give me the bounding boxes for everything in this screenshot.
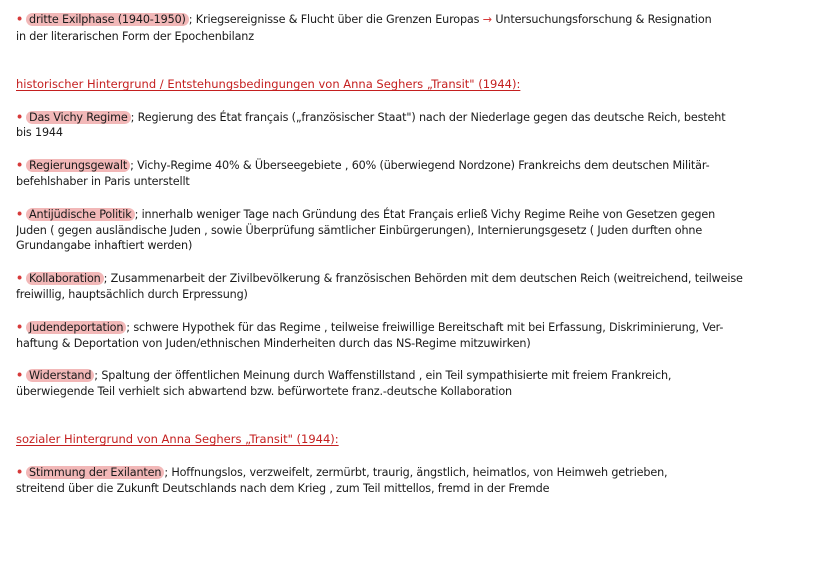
arrow-right-icon: → <box>482 13 492 26</box>
anti-line-2: Juden ( gegen ausländische Juden , sowie Überprüfung sämtlicher Einbürgerungen), Internierungsgesetz ( Juden durften ohne <box>16 224 703 237</box>
term-stimmung: Stimmung der Exilanten <box>26 466 164 479</box>
bullet-icon: • <box>16 466 24 479</box>
bullet-icon: • <box>16 159 24 172</box>
wider-line-2: überwiegende Teil verhielt sich abwartend bzw. befürwortete franz.-deutsche Kollaboration <box>16 385 512 398</box>
bullet-icon: • <box>16 208 24 221</box>
anti-text: ; innerhalb weniger Tage nach Gründung des État Français erließ Vichy Regime Reihe von Gesetzen gegen <box>134 208 716 221</box>
exilphase-line-1 <box>16 12 816 27</box>
heading-historisch: historischer Hintergrund / Entstehungsbedingungen von Anna Seghers „Transit" (1944): <box>16 77 521 91</box>
anti-line-1 <box>16 207 816 222</box>
term-exilphase: dritte Exilphase (1940-1950) <box>26 13 189 26</box>
kollab-line-2: freiwillig, hauptsächlich durch Erpressung) <box>16 288 248 301</box>
exilphase-line-2: in der literarischen Form der Epochenbilanz <box>16 30 254 43</box>
exilphase-text: ; Kriegsereignisse & Flucht über die Grenzen Europas <box>188 13 480 26</box>
vichy-line-2: bis 1944 <box>16 126 63 139</box>
stimmung-line-2: streitend über die Zukunft Deutschlands nach dem Krieg , zum Teil mittellos, fremd in der Fremde <box>16 482 550 495</box>
anti-line-3: Grundangabe inhaftiert werden) <box>16 239 193 252</box>
heading-sozial: sozialer Hintergrund von Anna Seghers „Transit" (1944): <box>16 432 339 446</box>
term-vichy: Das Vichy Regime <box>26 111 131 124</box>
bullet-icon: • <box>16 272 24 285</box>
deport-line-1 <box>16 320 816 335</box>
stimmung-text: ; Hoffnungslos, verzweifelt, zermürbt, traurig, ängstlich, heimatlos, von Heimweh getrieben, <box>164 466 668 479</box>
exilphase-result: Untersuchungsforschung & Resignation <box>495 13 712 26</box>
term-kollaboration: Kollaboration <box>26 272 104 285</box>
kollab-text: ; Zusammenarbeit der Zivilbevölkerung & französischen Behörden mit dem deutschen Reich (weitreichend, teilweise <box>103 272 743 285</box>
deport-line-2: haftung & Deportation von Juden/ethnischen Minderheiten durch das NS-Regime mitzuwirken) <box>16 337 531 350</box>
deport-text: ; schwere Hypothek für das Regime , teilweise freiwillige Bereitschaft mit bei Erfassung, Diskriminierung, Ver- <box>126 321 724 334</box>
vichy-line-1 <box>16 110 816 125</box>
kollab-line-1 <box>16 271 816 286</box>
wider-line-1 <box>16 368 816 383</box>
bullet-icon: • <box>16 13 24 26</box>
stimmung-line-1 <box>16 465 816 480</box>
gewalt-text: ; Vichy-Regime 40% & Überseegebiete , 60% (überwiegend Nordzone) Frankreichs dem deutschen Militär- <box>130 159 710 172</box>
term-widerstand: Widerstand <box>26 369 94 382</box>
term-judendeportation: Judendeportation <box>26 321 126 334</box>
vichy-text: ; Regierung des État français („französischer Staat") nach der Niederlage gegen das deutsche Reich, besteht <box>130 111 726 124</box>
bullet-icon: • <box>16 321 24 334</box>
gewalt-line-2: befehlshaber in Paris unterstellt <box>16 175 190 188</box>
gewalt-line-1 <box>16 158 816 173</box>
term-antijuedisch: Antijüdische Politik <box>26 208 135 221</box>
term-regierungsgewalt: Regierungsgewalt <box>26 159 130 172</box>
bullet-icon: • <box>16 369 24 382</box>
wider-text: ; Spaltung der öffentlichen Meinung durch Waffenstillstand , ein Teil sympathisierte mit freiem Frankreich, <box>94 369 672 382</box>
bullet-icon: • <box>16 111 24 124</box>
